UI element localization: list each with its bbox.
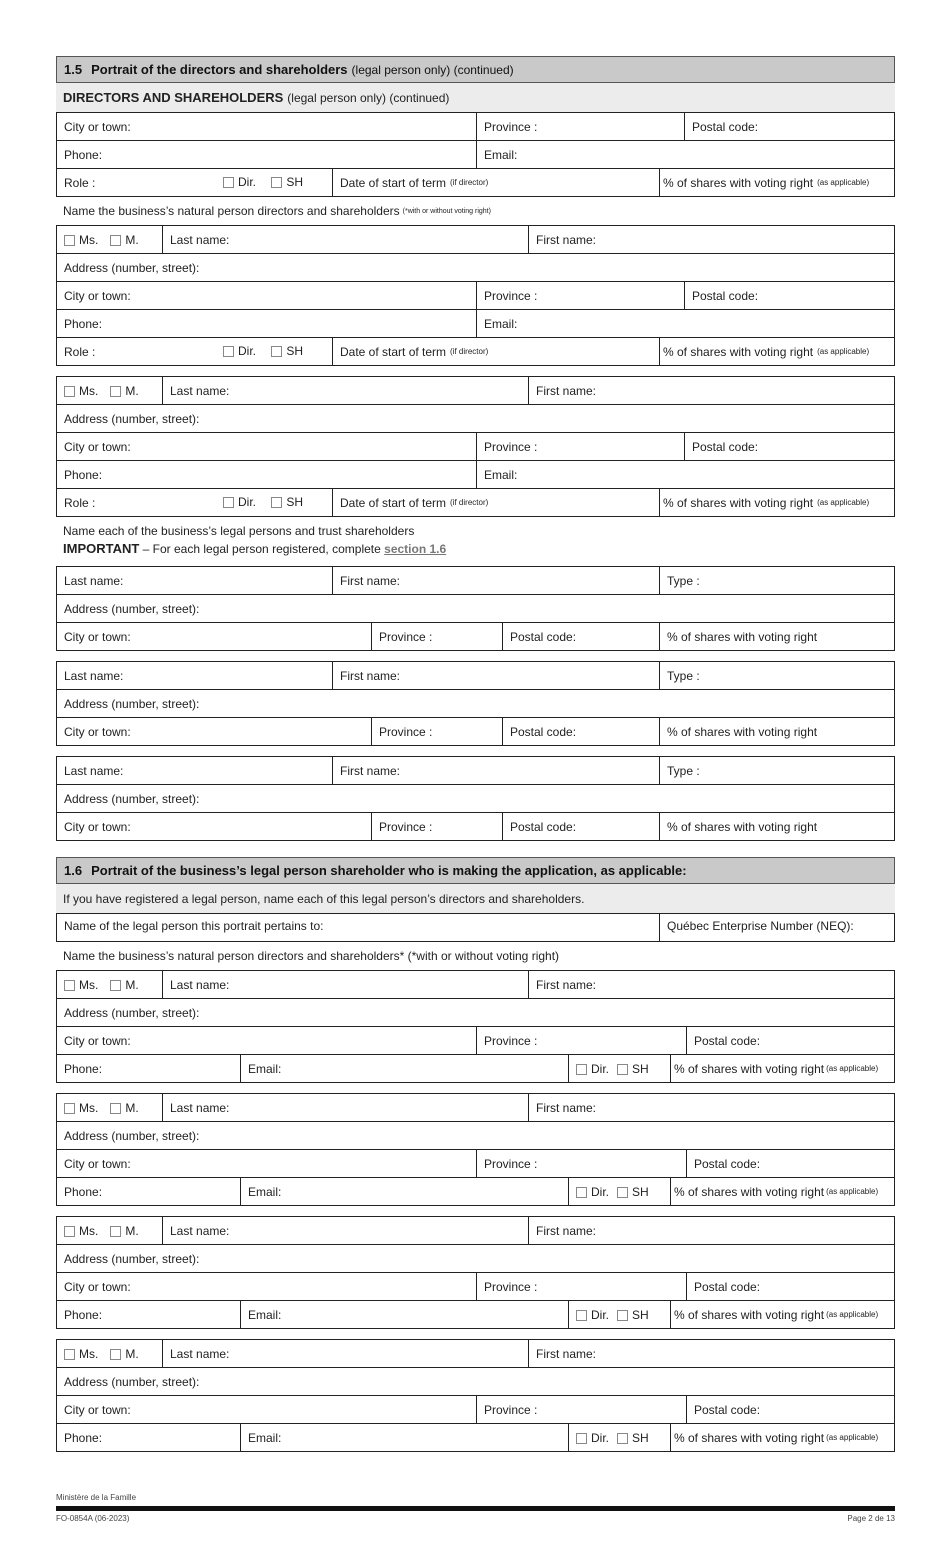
phone-field[interactable]: Phone: <box>64 147 103 162</box>
section-1-6-header <box>56 857 895 884</box>
ms-checkbox[interactable]: Ms. <box>64 233 98 247</box>
dir-checkbox[interactable]: Dir. <box>223 344 256 358</box>
m-checkbox[interactable]: M. <box>110 1224 138 1238</box>
role-choice <box>568 1301 670 1328</box>
dir-checkbox[interactable]: Dir. <box>576 1185 609 1199</box>
email-field[interactable]: Email: <box>240 1055 568 1082</box>
province-field[interactable]: Province : <box>371 623 502 650</box>
postal-code-field[interactable]: Postal code: <box>502 813 659 840</box>
ms-checkbox[interactable]: Ms. <box>64 978 98 992</box>
section-1-5-header <box>56 56 895 83</box>
directors-shareholders-band <box>56 83 895 112</box>
city-field[interactable]: City or town: <box>64 1033 131 1048</box>
address-field[interactable]: Address (number, street): <box>64 260 200 275</box>
last-name-field[interactable]: Last name: <box>162 1094 528 1121</box>
legal-person-director-block <box>56 970 895 1083</box>
type-field[interactable]: Type : <box>659 757 894 784</box>
legal-person-block <box>56 756 895 841</box>
legal-person-director-block <box>56 1216 895 1329</box>
m-checkbox[interactable]: M. <box>110 978 138 992</box>
pct-shares-field[interactable]: % of shares with voting right <box>659 718 894 745</box>
role-field: Role : Dir. SH <box>64 343 303 359</box>
email-field[interactable]: Email: <box>240 1301 568 1328</box>
ms-checkbox[interactable]: Ms. <box>64 1347 98 1361</box>
date-start-field[interactable]: Date of start of term (if director) <box>332 169 659 196</box>
role-field: Role : Dir. SH <box>64 494 303 510</box>
title-choice <box>57 971 162 998</box>
section-number: 1.6 <box>64 863 83 878</box>
dir-checkbox[interactable]: Dir. <box>223 495 256 509</box>
first-name-field[interactable]: First name: <box>528 226 894 253</box>
title-choice <box>57 1094 162 1121</box>
postal-code-field[interactable]: Postal code: <box>686 1273 894 1300</box>
natural-persons-note: Name the business’s natural person directors and shareholders (*with or without voting right) <box>63 204 491 218</box>
pct-shares-field[interactable]: % of shares with voting right (as applicable) <box>670 1178 894 1205</box>
phone-field[interactable]: Phone: <box>64 316 103 331</box>
postal-code-field[interactable]: Postal code: <box>684 113 894 140</box>
m-checkbox[interactable]: M. <box>110 1347 138 1361</box>
page-footer <box>56 1493 895 1523</box>
pct-shares-field[interactable]: % of shares with voting right (as applicable) <box>659 169 894 196</box>
city-field[interactable]: City or town: <box>64 439 131 454</box>
city-field[interactable]: City or town: <box>64 819 131 834</box>
m-checkbox[interactable]: M. <box>110 233 138 247</box>
email-field[interactable]: Email: <box>476 141 894 168</box>
address-field[interactable]: Address (number, street): <box>64 1128 200 1143</box>
city-field[interactable]: City or town: <box>64 1156 131 1171</box>
postal-code-field[interactable]: Postal code: <box>684 433 894 460</box>
legal-person-director-block <box>56 1093 895 1206</box>
province-field[interactable]: Province : <box>476 1273 686 1300</box>
pct-shares-field[interactable]: % of shares with voting right (as applicable) <box>670 1055 894 1082</box>
footer-rule <box>56 1506 895 1511</box>
dir-checkbox[interactable]: Dir. <box>576 1431 609 1445</box>
first-name-field[interactable]: First name: <box>332 662 659 689</box>
section-title: Portrait of the business’s legal person shareholder who is making the application, as applicable: <box>91 863 687 878</box>
last-name-field[interactable]: Last name: <box>162 226 528 253</box>
role-choice <box>568 1055 670 1082</box>
last-name-field[interactable]: Last name: <box>64 573 124 588</box>
last-name-field[interactable]: Last name: <box>162 377 528 404</box>
first-name-field[interactable]: First name: <box>528 1340 894 1367</box>
ms-checkbox[interactable]: Ms. <box>64 1224 98 1238</box>
phone-field[interactable]: Phone: <box>64 1307 103 1322</box>
email-field[interactable]: Email: <box>476 461 894 488</box>
city-field[interactable]: City or town: <box>64 629 131 644</box>
role-label: Role : <box>64 175 96 190</box>
pct-shares-field[interactable]: % of shares with voting right (as applicable) <box>670 1301 894 1328</box>
address-field[interactable]: Address (number, street): <box>64 601 200 616</box>
form-page <box>56 56 895 1452</box>
address-field[interactable]: Address (number, street): <box>64 1374 200 1389</box>
dir-checkbox[interactable]: Dir. <box>576 1062 609 1076</box>
phone-field[interactable]: Phone: <box>64 467 103 482</box>
postal-code-field[interactable]: Postal code: <box>684 282 894 309</box>
type-field[interactable]: Type : <box>659 567 894 594</box>
legal-person-director-block <box>56 1339 895 1452</box>
city-field[interactable]: City or town: <box>64 288 131 303</box>
city-field[interactable]: City or town: <box>64 119 131 134</box>
ministry-name: Ministère de la Famille <box>56 1493 137 1502</box>
role-choice <box>568 1424 670 1451</box>
postal-code-field[interactable]: Postal code: <box>502 623 659 650</box>
m-checkbox[interactable]: M. <box>110 1101 138 1115</box>
legal-persons-note: Name each of the business’s legal persons and trust shareholders IMPORTANT – For each legal person registered, complete section 1.6 <box>63 524 447 556</box>
continued-person-block <box>56 112 895 197</box>
province-field[interactable]: Province : <box>371 813 502 840</box>
first-name-field[interactable]: First name: <box>528 1094 894 1121</box>
natural-persons-note-1-6: Name the business’s natural person directors and shareholders* (*with or without voting right) <box>63 949 560 963</box>
province-field[interactable]: Province : <box>371 718 502 745</box>
last-name-field[interactable]: Last name: <box>64 763 124 778</box>
title-choice <box>57 377 162 404</box>
address-field[interactable]: Address (number, street): <box>64 411 200 426</box>
province-field[interactable]: Province : <box>476 1027 686 1054</box>
province-field[interactable]: Province : <box>476 282 684 309</box>
pct-shares-field[interactable]: % of shares with voting right (as applicable) <box>670 1424 894 1451</box>
sh-checkbox[interactable]: SH <box>617 1308 649 1322</box>
pct-shares-field[interactable]: % of shares with voting right <box>659 623 894 650</box>
province-field[interactable]: Province : <box>476 113 684 140</box>
title-choice <box>57 1217 162 1244</box>
subband-suffix: (legal person only) (continued) <box>287 90 450 105</box>
city-field[interactable]: City or town: <box>64 1279 131 1294</box>
first-name-field[interactable]: First name: <box>332 567 659 594</box>
first-name-field[interactable]: First name: <box>528 377 894 404</box>
sh-checkbox[interactable]: SH <box>271 495 303 509</box>
email-field[interactable]: Email: <box>240 1424 568 1451</box>
province-field[interactable]: Province : <box>476 433 684 460</box>
province-field[interactable]: Province : <box>476 1150 686 1177</box>
title-choice <box>57 1340 162 1367</box>
type-field[interactable]: Type : <box>659 662 894 689</box>
natural-person-block <box>56 376 895 517</box>
subband-title: DIRECTORS AND SHAREHOLDERS <box>63 90 284 105</box>
dir-checkbox[interactable]: Dir. <box>576 1308 609 1322</box>
phone-field[interactable]: Phone: <box>64 1184 103 1199</box>
legal-person-name-field[interactable]: Name of the legal person this portrait pertains to: <box>64 919 324 933</box>
ms-checkbox[interactable]: Ms. <box>64 384 98 398</box>
postal-code-field[interactable]: Postal code: <box>686 1396 894 1423</box>
phone-field[interactable]: Phone: <box>64 1061 103 1076</box>
last-name-field[interactable]: Last name: <box>64 668 124 683</box>
section-title-suffix: (legal person only) (continued) <box>351 62 514 77</box>
section-number: 1.5 <box>64 62 83 77</box>
last-name-field[interactable]: Last name: <box>162 971 528 998</box>
m-checkbox[interactable]: M. <box>110 384 138 398</box>
last-name-field[interactable]: Last name: <box>162 1217 528 1244</box>
first-name-field[interactable]: First name: <box>332 757 659 784</box>
address-field[interactable]: Address (number, street): <box>64 1005 200 1020</box>
sh-checkbox[interactable]: SH <box>617 1185 649 1199</box>
last-name-field[interactable]: Last name: <box>162 1340 528 1367</box>
postal-code-field[interactable]: Postal code: <box>686 1150 894 1177</box>
section-title: Portrait of the directors and shareholders <box>91 62 348 77</box>
email-field[interactable]: Email: <box>240 1178 568 1205</box>
pct-shares-field[interactable]: % of shares with voting right (as applicable) <box>659 489 894 516</box>
title-choice <box>57 226 162 253</box>
section-1-6-link[interactable]: section 1.6 <box>384 542 447 556</box>
role-choice <box>568 1178 670 1205</box>
first-name-field[interactable]: First name: <box>528 1217 894 1244</box>
legal-person-block <box>56 661 895 746</box>
sh-checkbox[interactable]: SH <box>271 175 303 189</box>
pct-shares-field[interactable]: % of shares with voting right (as applicable) <box>659 338 894 365</box>
natural-person-block <box>56 225 895 366</box>
province-field[interactable]: Province : <box>476 1396 686 1423</box>
address-field[interactable]: Address (number, street): <box>64 1251 200 1266</box>
page-number: Page 2 de 13 <box>847 1514 895 1523</box>
phone-field[interactable]: Phone: <box>64 1430 103 1445</box>
postal-code-field[interactable]: Postal code: <box>502 718 659 745</box>
form-code: FO-0854A (06-2023) <box>56 1514 130 1523</box>
address-field[interactable]: Address (number, street): <box>64 696 200 711</box>
legal-person-band: If you have registered a legal person, name each of this legal person’s directors and shareholders. <box>56 884 895 913</box>
city-field[interactable]: City or town: <box>64 1402 131 1417</box>
role-field <box>57 169 332 196</box>
first-name-field[interactable]: First name: <box>528 971 894 998</box>
postal-code-field[interactable]: Postal code: <box>686 1027 894 1054</box>
legal-person-name-block <box>56 913 895 942</box>
sh-checkbox[interactable]: SH <box>271 344 303 358</box>
pct-shares-field[interactable]: % of shares with voting right <box>659 813 894 840</box>
sh-checkbox[interactable]: SH <box>617 1062 649 1076</box>
legal-person-block <box>56 566 895 651</box>
ms-checkbox[interactable]: Ms. <box>64 1101 98 1115</box>
date-start-field[interactable]: Date of start of term (if director) <box>332 338 659 365</box>
neq-field[interactable]: Québec Enterprise Number (NEQ): <box>659 914 894 941</box>
dir-checkbox[interactable]: Dir. <box>223 175 256 189</box>
address-field[interactable]: Address (number, street): <box>64 791 200 806</box>
date-start-field[interactable]: Date of start of term (if director) <box>332 489 659 516</box>
sh-checkbox[interactable]: SH <box>617 1431 649 1445</box>
city-field[interactable]: City or town: <box>64 724 131 739</box>
email-field[interactable]: Email: <box>476 310 894 337</box>
